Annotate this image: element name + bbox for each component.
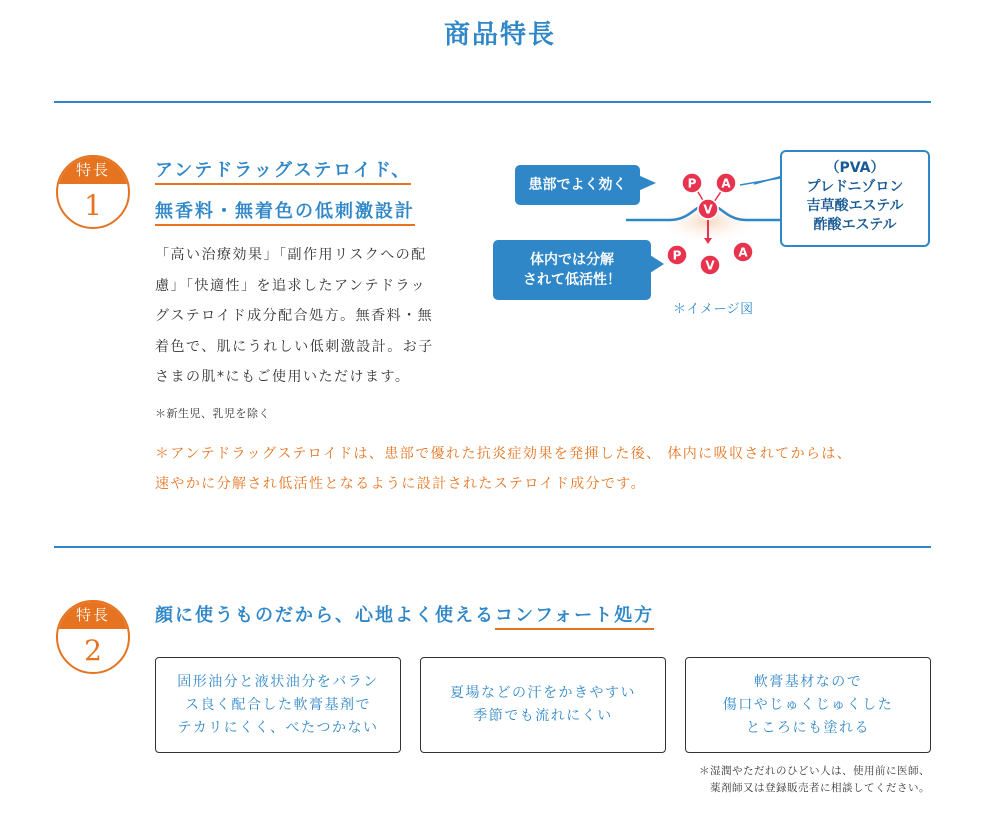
- description-line: 着色で、肌にうれしい低刺激設計。お子: [155, 338, 434, 355]
- box-line: テカリにくく、べたつかない: [177, 719, 379, 736]
- badge-label: 特長: [58, 157, 128, 184]
- callout-pointer: [638, 175, 658, 191]
- footnote-line: 薬剤師又は登録販売者に相談してください。: [710, 782, 930, 794]
- box-line: ス良く配合した軟膏基剤で: [185, 696, 371, 713]
- molecule-a-top: [715, 172, 737, 194]
- description-line: さまの肌*にもご使用いただけます。: [155, 369, 411, 385]
- description-line: グステロイド成分配合処方。無香料・無: [155, 308, 434, 324]
- molecule-p-top: [681, 172, 703, 194]
- badge-number: 2: [84, 634, 102, 667]
- callout-inactive: [493, 240, 651, 300]
- callout-effective: [515, 165, 640, 205]
- feature-badge-1: [56, 155, 130, 229]
- badge-number: 1: [84, 189, 102, 222]
- box-line: 季節でも流れにくい: [473, 708, 613, 724]
- box-line: 夏場などの汗をかきやすい: [450, 685, 636, 701]
- molecule-v-bottom: [699, 254, 721, 276]
- badge-label: 特長: [58, 602, 128, 629]
- feature-1-note: ＊新生児、乳児を除く: [155, 407, 270, 420]
- feature-box-2: [420, 657, 666, 753]
- box-line: 固形油分と液状油分をバラン: [177, 673, 379, 690]
- ingredient-box: [780, 150, 930, 247]
- ante-drug-note: [155, 439, 955, 499]
- molecule-v-top: [697, 198, 719, 220]
- molecule-letter: P: [672, 248, 682, 263]
- ingredient-line: 酢酸エステル: [813, 217, 897, 233]
- feature-box-3: [685, 657, 931, 753]
- note-line: ＊アンテドラッグステロイドは、患部で優れた抗炎症効果を発揮した後、 体内に吸収されてからは、: [155, 446, 853, 462]
- callout-text: 体内では分解: [530, 252, 614, 268]
- molecule-p-bottom: [666, 244, 688, 266]
- ingredient-line: （PVA）: [825, 160, 885, 176]
- callout-text: されて低活性！: [523, 272, 621, 288]
- feature-2-heading: [155, 601, 654, 627]
- callout-text: 患部でよく効く: [528, 177, 627, 193]
- box-line: 軟膏基材なので: [753, 673, 863, 690]
- callout-pointer: [650, 255, 666, 273]
- ante-drug-diagram: [490, 140, 940, 330]
- section-divider: [54, 546, 931, 548]
- description-line: 「高い治療効果」「副作用リスクへの配: [155, 247, 427, 263]
- molecule-letter: A: [738, 245, 748, 260]
- feature-box-1: [155, 657, 401, 753]
- feature-1-heading-line1: [155, 156, 411, 182]
- feature-badge-2: [56, 600, 130, 674]
- description-line: 慮」「快適性」を追求したアンテドラッ: [155, 277, 427, 294]
- heading-highlight: コンフォート処方: [495, 605, 654, 630]
- ingredient-line: 吉草酸エステル: [806, 198, 904, 214]
- usage-footnote: [600, 763, 930, 797]
- feature-1-description: [155, 240, 473, 393]
- molecule-letter: V: [705, 258, 715, 273]
- note-line: 速やかに分解され低活性となるように設計されたステロイド成分です。: [155, 476, 646, 492]
- molecule-letter: P: [687, 176, 697, 191]
- molecule-a-bottom: [732, 241, 754, 263]
- diagram-caption: ＊イメージ図: [673, 302, 754, 317]
- heading-text: 無香料・無着色の低刺激設計: [155, 201, 415, 226]
- section-divider: [54, 101, 931, 103]
- heading-text: 顔に使うものだから、心地よく使える: [155, 605, 495, 626]
- molecule-letter: V: [703, 202, 713, 217]
- box-line: ところにも塗れる: [746, 719, 870, 736]
- feature-1-heading-line2: [155, 197, 415, 223]
- box-line: 傷口やじゅくじゅくした: [722, 696, 894, 713]
- footnote-line: ＊湿潤やただれのひどい人は、使用前に医師、: [699, 765, 930, 777]
- ingredient-line: プレドニゾロン: [806, 179, 904, 195]
- page-title: 商品特長: [443, 20, 556, 50]
- heading-text: アンテドラッグステロイド、: [155, 160, 411, 185]
- molecule-letter: A: [721, 176, 731, 191]
